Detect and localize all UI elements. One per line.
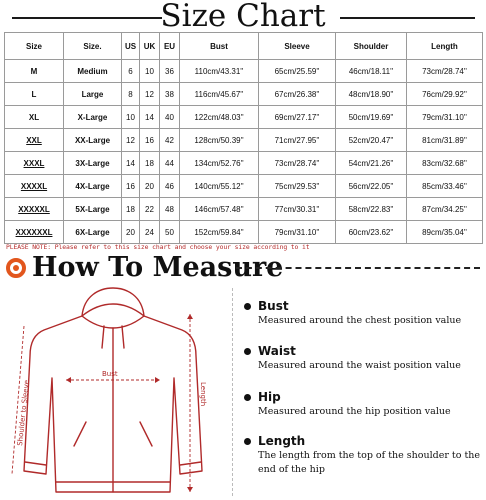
size-cell bbox=[5, 221, 64, 244]
measure-item-name: Waist bbox=[258, 344, 296, 358]
shoulder-cell: 56cm/22.05'' bbox=[336, 175, 407, 198]
size-label-cell: XX-Large bbox=[64, 129, 122, 152]
size-cell: M bbox=[5, 60, 64, 83]
bust-cell: 140cm/55.12'' bbox=[180, 175, 259, 198]
sleeve-cell: 75cm/29.53'' bbox=[259, 175, 336, 198]
arrowhead-icon bbox=[187, 314, 193, 319]
us-cell: 16 bbox=[122, 175, 140, 198]
bullet-icon bbox=[244, 394, 251, 401]
bust-cell: 110cm/43.31'' bbox=[180, 60, 259, 83]
uk-cell: 18 bbox=[140, 152, 160, 175]
bust-cell: 128cm/50.39'' bbox=[180, 129, 259, 152]
how-to-measure-header bbox=[0, 252, 486, 284]
size-value: XXL bbox=[26, 135, 42, 145]
header-rule-right bbox=[340, 17, 475, 19]
eu-cell: 36 bbox=[160, 60, 180, 83]
bullet-circle-icon bbox=[6, 258, 26, 278]
size-cell bbox=[5, 198, 64, 221]
length-cell: 89cm/35.04'' bbox=[407, 221, 483, 244]
measure-item-name: Bust bbox=[258, 299, 289, 313]
eu-cell: 44 bbox=[160, 152, 180, 175]
eu-cell: 42 bbox=[160, 129, 180, 152]
table-row bbox=[5, 198, 483, 221]
table-row bbox=[5, 152, 483, 175]
length-cell: 73cm/28.74'' bbox=[407, 60, 483, 83]
shoulder-cell: 60cm/23.62'' bbox=[336, 221, 407, 244]
column-header: EU bbox=[160, 33, 180, 60]
hood-outline bbox=[82, 288, 144, 316]
bust-cell: 152cm/59.84'' bbox=[180, 221, 259, 244]
table-row bbox=[5, 83, 483, 106]
pocket-right bbox=[140, 422, 152, 446]
column-header: Size bbox=[5, 33, 64, 60]
arrowhead-icon bbox=[155, 377, 160, 383]
us-cell: 6 bbox=[122, 60, 140, 83]
size-cell: L bbox=[5, 83, 64, 106]
column-header: Length bbox=[407, 33, 483, 60]
divider bbox=[232, 288, 233, 496]
measure-item-description: Measured around the waist position value bbox=[258, 360, 461, 371]
bullet-icon bbox=[244, 303, 251, 310]
page-title: Size Chart bbox=[160, 0, 326, 34]
shoulder-cell: 46cm/18.11'' bbox=[336, 60, 407, 83]
size-note: PLEASE NOTE: Please refer to this size chart and choose your size according to it bbox=[6, 243, 310, 251]
bust-label: Bust bbox=[102, 370, 118, 378]
length-cell: 83cm/32.68'' bbox=[407, 152, 483, 175]
arrowhead-icon bbox=[66, 377, 71, 383]
shoulder-cell: 54cm/21.26'' bbox=[336, 152, 407, 175]
table-row bbox=[5, 106, 483, 129]
eu-cell: 50 bbox=[160, 221, 180, 244]
us-cell: 12 bbox=[122, 129, 140, 152]
length-cell: 76cm/29.92'' bbox=[407, 83, 483, 106]
length-label: Length bbox=[199, 382, 207, 407]
measure-item-name: Hip bbox=[258, 390, 281, 404]
table-row bbox=[5, 60, 483, 83]
size-cell bbox=[5, 152, 64, 175]
size-value: XXXXL bbox=[20, 181, 48, 191]
uk-cell: 10 bbox=[140, 60, 160, 83]
size-cell bbox=[5, 129, 64, 152]
uk-cell: 12 bbox=[140, 83, 160, 106]
drawstring-right bbox=[122, 326, 124, 348]
sleeve-cell: 65cm/25.59'' bbox=[259, 60, 336, 83]
uk-cell: 14 bbox=[140, 106, 160, 129]
size-value: XXXXXL bbox=[18, 204, 50, 214]
section-rule bbox=[236, 267, 480, 269]
table-row bbox=[5, 175, 483, 198]
bust-cell: 122cm/48.03'' bbox=[180, 106, 259, 129]
us-cell: 10 bbox=[122, 106, 140, 129]
eu-cell: 46 bbox=[160, 175, 180, 198]
size-label-cell: 6X-Large bbox=[64, 221, 122, 244]
table-row bbox=[5, 129, 483, 152]
table-header-row bbox=[5, 33, 483, 60]
sleeve-cell: 73cm/28.74'' bbox=[259, 152, 336, 175]
eu-cell: 40 bbox=[160, 106, 180, 129]
sleeve-cell: 77cm/30.31'' bbox=[259, 198, 336, 221]
length-cell: 87cm/34.25'' bbox=[407, 198, 483, 221]
shoulder-to-sleeve-label: Shoulder to Sleeve bbox=[16, 379, 31, 447]
section-title: How To Measure bbox=[32, 252, 284, 283]
shoulder-cell: 48cm/18.90'' bbox=[336, 83, 407, 106]
size-label-cell: Medium bbox=[64, 60, 122, 83]
bust-cell: 116cm/45.67'' bbox=[180, 83, 259, 106]
us-cell: 18 bbox=[122, 198, 140, 221]
uk-cell: 24 bbox=[140, 221, 160, 244]
shoulder-cell: 50cm/19.69'' bbox=[336, 106, 407, 129]
size-label-cell: 3X-Large bbox=[64, 152, 122, 175]
sleeve-cell: 79cm/31.10'' bbox=[259, 221, 336, 244]
sleeve-cell: 71cm/27.95'' bbox=[259, 129, 336, 152]
sleeve-cell: 69cm/27.17'' bbox=[259, 106, 336, 129]
size-cell bbox=[5, 175, 64, 198]
size-label-cell: 4X-Large bbox=[64, 175, 122, 198]
length-cell: 85cm/33.46'' bbox=[407, 175, 483, 198]
eu-cell: 48 bbox=[160, 198, 180, 221]
left-cuff-line bbox=[25, 462, 46, 465]
table-row bbox=[5, 221, 483, 244]
uk-cell: 22 bbox=[140, 198, 160, 221]
arrowhead-icon bbox=[187, 487, 193, 492]
uk-cell: 16 bbox=[140, 129, 160, 152]
column-header: US bbox=[122, 33, 140, 60]
drawstring-left bbox=[102, 326, 104, 348]
size-label-cell: Large bbox=[64, 83, 122, 106]
size-value: XXXXXXL bbox=[15, 227, 53, 237]
right-cuff-line bbox=[180, 462, 201, 465]
size-cell: XL bbox=[5, 106, 64, 129]
size-chart-header bbox=[0, 0, 486, 34]
bust-cell: 134cm/52.76'' bbox=[180, 152, 259, 175]
us-cell: 20 bbox=[122, 221, 140, 244]
hoodie-measure-diagram bbox=[4, 286, 226, 498]
us-cell: 8 bbox=[122, 83, 140, 106]
measure-item-description: The length from the top of the shoulder to the end of the hip bbox=[258, 450, 481, 475]
size-label-cell: X-Large bbox=[64, 106, 122, 129]
bullet-icon bbox=[244, 348, 251, 355]
bust-cell: 146cm/57.48'' bbox=[180, 198, 259, 221]
us-cell: 14 bbox=[122, 152, 140, 175]
column-header: Sleeve bbox=[259, 33, 336, 60]
length-cell: 81cm/31.89'' bbox=[407, 129, 483, 152]
shoulder-cell: 52cm/20.47'' bbox=[336, 129, 407, 152]
column-header: Shoulder bbox=[336, 33, 407, 60]
uk-cell: 20 bbox=[140, 175, 160, 198]
size-table bbox=[4, 32, 483, 244]
shoulder-cell: 58cm/22.83'' bbox=[336, 198, 407, 221]
pocket-left bbox=[74, 422, 86, 446]
measure-item-name: Length bbox=[258, 434, 306, 448]
size-label-cell: 5X-Large bbox=[64, 198, 122, 221]
eu-cell: 38 bbox=[160, 83, 180, 106]
size-value: XXXL bbox=[23, 158, 45, 168]
length-cell: 79cm/31.10'' bbox=[407, 106, 483, 129]
column-header: UK bbox=[140, 33, 160, 60]
column-header: Bust bbox=[180, 33, 259, 60]
column-header: Size. bbox=[64, 33, 122, 60]
measure-item-description: Measured around the hip position value bbox=[258, 406, 451, 417]
bullet-icon bbox=[244, 438, 251, 445]
measure-item-description: Measured around the chest position value bbox=[258, 315, 462, 326]
sleeve-cell: 67cm/26.38'' bbox=[259, 83, 336, 106]
